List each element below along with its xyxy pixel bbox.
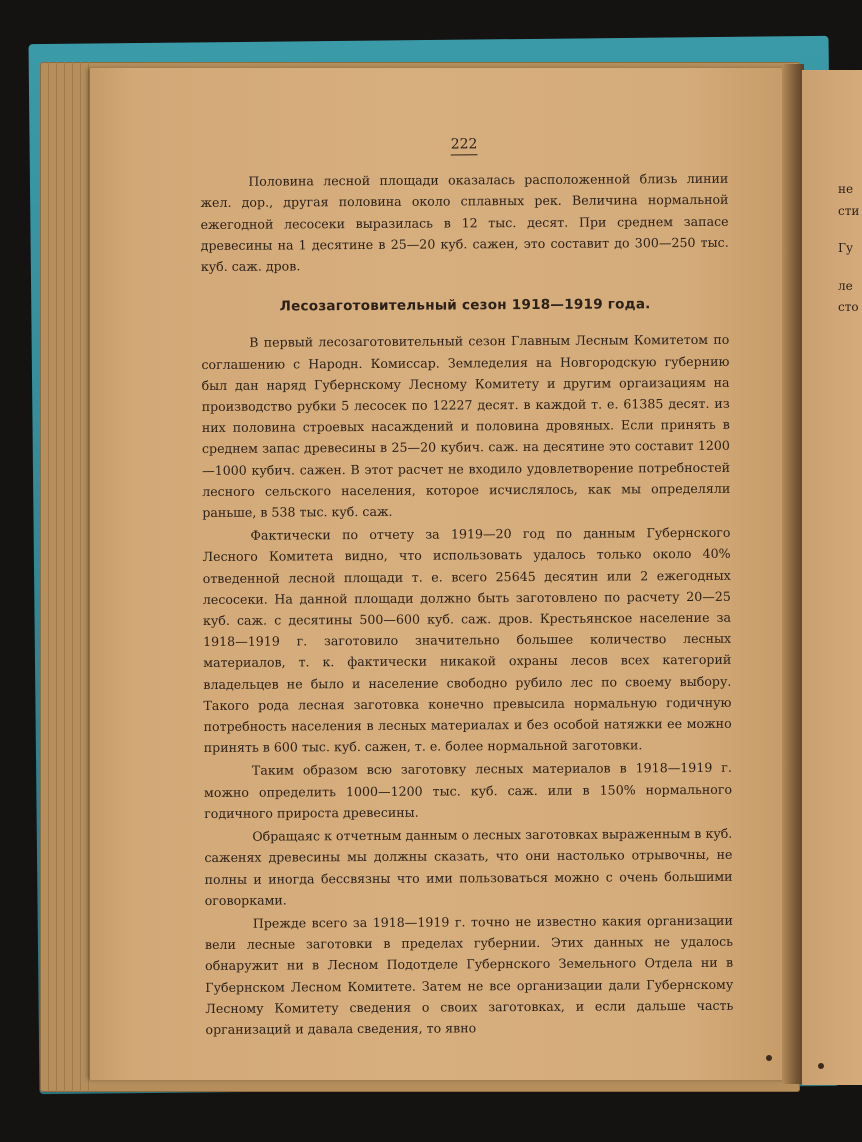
next-page-fragment: не: [838, 182, 854, 196]
book-gutter: [782, 64, 804, 1084]
page-stain: [818, 1063, 824, 1069]
next-page-fragment: сти: [838, 204, 860, 218]
page-stain: [766, 1055, 772, 1061]
next-page-fragment: сто: [838, 300, 859, 314]
paragraph: Обращаяс к отчетным данным о лесных заготовках выраженным в куб. саженях древесины мы должны сказать, что они настолько отрывочны, не полны и иногда бессвязны что ими пользоваться можно с очень большими оговорками.: [204, 825, 733, 908]
paragraph: Прежде всего за 1918—1919 г. точно не известно какия организации вели лесные заготовки в пределах губернии. Этих данных не удалось обнаружит ни в Лесном Подотделе Губернского Земельного Отдела ни в Губернском Лесном Комитете. Затем не все организации дали Губернскому Лесному Комитету сведения о своих заготовках, и если дальше часть организаций и давала сведения, то явно: [204, 912, 734, 1037]
page-content: [200, 129, 734, 1040]
paragraph: Половина лесной площади оказалась расположенной близь линии жел. дор., другая половина около сплавных рек. Величина нормальной ежегодной лесосеки выразилась в 12 тыс. десят. При среднем запасе древесины на 1 десятине в 25—20 куб. сажен, это составит до 300—250 тыс. куб. саж. дров.: [200, 170, 729, 275]
next-page-edge: [802, 70, 862, 1085]
paragraph: Фактически по отчету за 1919—20 год по данным Губернского Лесного Комитета видно, что использовать удалось только около 40% отведенной лесной площади т. е. всего 25645 десятин или 2 ежегодных лесосеки. На данной площади должно быть заготовлено по расчету 20—25 куб. саж. с десятины 500—600 куб. саж. дров. Крестьянское население за 1918—1919 г. заготовило значительно большее количество лесных материалов, т. к. фактически никакой охраны лесов всех категорий владельцев не было и население свободно рубило лес по своему выбору. Такого рода лесная заготовка конечно превысила нормальную годичную потребность населения в лесных материалах и без особой натяжки ее можно принять в 600 тыс. куб. сажен, т. е. более нормальной заготовки.: [202, 525, 732, 756]
paragraph: В первый лесозаготовительный сезон Главным Лесным Комитетом по соглашению с Народн. Комиссар. Земледелия на Новгородскую губернию был дан наряд Губернскому Лесному Комитету и другим оргаизациям на производство рубки 5 лесосек по 12227 десят. в каждой т. е. 61385 десят. из них половина строевых насаждений и половина дровяных. Если принять в среднем запас древесины в 25—20 кубич. саж. на десятине это составит 1200—1000 кубич. сажен. В этот расчет не входило удовлетворение потребностей лесного сельского населения, которое исчислялось, как мы определяли раньше, в 538 тыс. куб. саж.: [201, 332, 731, 521]
paragraph: Таким образом всю заготовку лесных материалов в 1918—1919 г. можно определить 1000—1200 тыс. куб. саж. или в 150% нормального годичного прироста древесины.: [203, 760, 733, 821]
page-number: 222: [450, 136, 478, 153]
next-page-fragment: Гу: [838, 241, 854, 255]
next-page-fragment: ле: [838, 279, 853, 293]
section-heading: Лесозаготовительный сезон 1918—1919 года.: [279, 296, 651, 315]
